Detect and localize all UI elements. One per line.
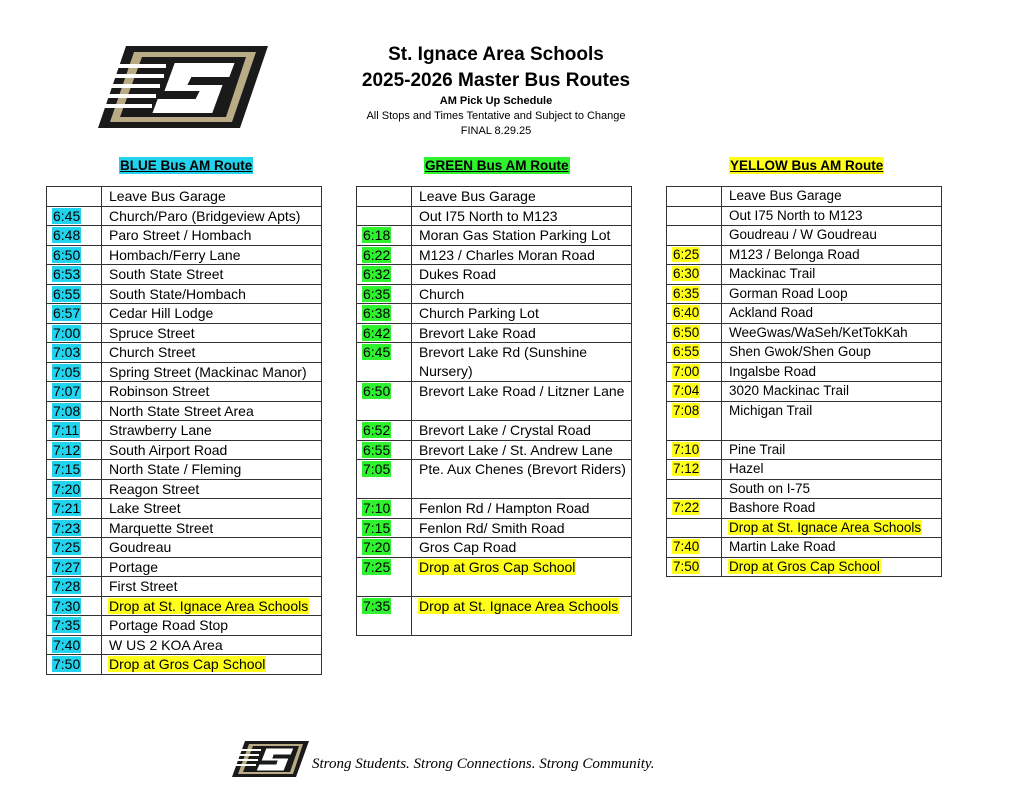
stop-time (667, 206, 722, 226)
route-stop-row (667, 382, 942, 402)
route-stop-row (47, 187, 322, 207)
stop-location-value: Drop at St. Ignace Area Schools (109, 597, 309, 614)
stop-location: W US 2 KOA Area (102, 635, 322, 655)
stop-time (667, 343, 722, 363)
stop-time (47, 421, 102, 441)
stop-time (47, 284, 102, 304)
stop-time (667, 304, 722, 324)
stop-location: M123 / Belonga Road (722, 245, 942, 265)
stop-location: Reagon Street (102, 479, 322, 499)
stop-time-value: 7:20 (53, 480, 81, 497)
stop-location: Brevort Lake Rd (Sunshine Nursery) (412, 343, 632, 382)
footer-s-logo (231, 740, 309, 778)
stop-time-value: 7:12 (673, 461, 700, 476)
stop-time-value: 6:53 (53, 266, 81, 282)
stop-location: Hazel (722, 460, 942, 480)
stop-location: Hombach/Ferry Lane (102, 245, 322, 265)
route-stop-row (667, 499, 942, 519)
stop-location (412, 596, 632, 635)
stop-time-value: 7:05 (53, 363, 81, 380)
route-stop-row (667, 206, 942, 226)
stop-location: Ackland Road (722, 304, 942, 324)
stop-time (47, 265, 102, 285)
route-stop-row (47, 440, 322, 460)
stop-time-value: 7:27 (53, 558, 81, 575)
route-stop-row (47, 206, 322, 226)
stop-time (357, 499, 412, 519)
stop-time (47, 304, 102, 324)
stop-location: Pine Trail (722, 440, 942, 460)
route-stop-row (357, 596, 632, 635)
green-route-table (356, 186, 632, 636)
stop-time-value: 7:50 (673, 558, 700, 574)
stop-location: South State/Hombach (102, 284, 322, 304)
document-title: 2025-2026 Master Bus Routes (361, 70, 631, 91)
stop-location: Leave Bus Garage (722, 187, 942, 207)
route-stop-row (667, 518, 942, 538)
stop-time (357, 460, 412, 499)
stop-location-value: Drop at Gros Cap School (419, 558, 576, 575)
stop-time-value: 7:40 (53, 636, 81, 653)
stop-time-value: 6:38 (363, 305, 391, 321)
stop-location (102, 596, 322, 616)
stop-time (357, 382, 412, 421)
green-route-title: GREEN Bus AM Route (425, 158, 569, 173)
stop-location: South Airport Road (102, 440, 322, 460)
stop-location (722, 518, 942, 538)
stop-time (357, 343, 412, 382)
stop-time (357, 596, 412, 635)
stop-time (667, 557, 722, 577)
stop-time-value: 7:23 (53, 519, 81, 536)
stop-time-value: 6:55 (363, 441, 391, 458)
route-stop-row (47, 460, 322, 480)
route-stop-row (357, 499, 632, 519)
route-stop-row (47, 226, 322, 246)
stop-time (357, 518, 412, 538)
stop-location: Brevort Lake Road (412, 323, 632, 343)
stop-time-value: 6:45 (363, 344, 391, 360)
route-stop-row (357, 284, 632, 304)
stop-location: Brevort Lake / Crystal Road (412, 421, 632, 441)
stop-time-value: 7:22 (673, 500, 700, 515)
stop-time-value: 6:48 (53, 227, 81, 243)
stop-location: Church/Paro (Bridgeview Apts) (102, 206, 322, 226)
stop-time (47, 577, 102, 597)
stop-time (667, 518, 722, 538)
stop-time-value: 7:10 (363, 500, 391, 516)
route-stop-row (357, 323, 632, 343)
stop-location-value: Drop at Gros Cap School (109, 656, 266, 672)
stop-location: Robinson Street (102, 382, 322, 402)
stop-time-value: 6:50 (673, 324, 700, 340)
stop-time (47, 362, 102, 382)
stop-time (667, 479, 722, 499)
stop-time (357, 284, 412, 304)
stop-location: M123 / Charles Moran Road (412, 245, 632, 265)
route-stop-row (357, 265, 632, 285)
stop-location: Fenlon Rd/ Smith Road (412, 518, 632, 538)
stop-time-value: 7:30 (53, 597, 81, 614)
stop-time-value: 6:50 (53, 246, 81, 263)
stop-time (357, 538, 412, 558)
stop-time-value: 6:32 (363, 266, 391, 282)
stop-time-value: 7:12 (53, 441, 81, 458)
stop-time (47, 518, 102, 538)
stop-location: Mackinac Trail (722, 265, 942, 285)
stop-time-value: 7:50 (53, 656, 81, 672)
stop-time (357, 265, 412, 285)
yellow-route-table (666, 186, 942, 577)
stop-time-value: 7:25 (53, 539, 81, 555)
route-stop-row (47, 577, 322, 597)
stop-location: Church Parking Lot (412, 304, 632, 324)
stop-time-value: 6:50 (363, 383, 391, 399)
stop-location: Pte. Aux Chenes (Brevort Riders) (412, 460, 632, 499)
route-stop-row (357, 245, 632, 265)
school-name: St. Ignace Area Schools (388, 44, 604, 65)
route-stop-row (667, 557, 942, 577)
stop-time (47, 557, 102, 577)
stop-location (102, 655, 322, 675)
stop-time (47, 538, 102, 558)
stop-location: Martin Lake Road (722, 538, 942, 558)
stop-location: South on I-75 (722, 479, 942, 499)
stop-time (667, 538, 722, 558)
route-stop-row (357, 304, 632, 324)
stop-location: Marquette Street (102, 518, 322, 538)
route-stop-row (47, 323, 322, 343)
stop-time-value: 7:04 (673, 383, 700, 398)
route-stop-row (47, 284, 322, 304)
stop-location: Leave Bus Garage (412, 187, 632, 207)
route-stop-row (47, 304, 322, 324)
stop-time-value: 7:21 (53, 500, 81, 516)
stop-location: Leave Bus Garage (102, 187, 322, 207)
stop-time (47, 440, 102, 460)
stop-time (357, 421, 412, 441)
route-stop-row (667, 460, 942, 480)
stop-location: Cedar Hill Lodge (102, 304, 322, 324)
stop-time (47, 479, 102, 499)
route-stop-row (357, 382, 632, 421)
route-stop-row (357, 421, 632, 441)
stop-location: Moran Gas Station Parking Lot (412, 226, 632, 246)
stop-time-value: 6:25 (673, 246, 700, 262)
disclaimer-note: All Stops and Times Tentative and Subject to Change (366, 110, 626, 122)
stop-location: Portage (102, 557, 322, 577)
route-stop-row (667, 265, 942, 285)
stop-time (47, 616, 102, 636)
stop-location: Goudreau (102, 538, 322, 558)
route-stop-row (667, 362, 942, 382)
route-stop-row (47, 557, 322, 577)
blue-route-table (46, 186, 322, 675)
stop-location: 3020 Mackinac Trail (722, 382, 942, 402)
stop-time (667, 460, 722, 480)
route-stop-row (667, 401, 942, 440)
stop-time-value: 6:57 (53, 305, 81, 321)
stop-time-value: 6:42 (363, 324, 391, 341)
stop-time (667, 284, 722, 304)
stop-time (47, 499, 102, 519)
stop-time (47, 343, 102, 363)
stop-location: South State Street (102, 265, 322, 285)
route-stop-row (357, 206, 632, 226)
stop-location (412, 557, 632, 596)
stop-time-value: 7:15 (53, 461, 81, 477)
stop-location: Church (412, 284, 632, 304)
stop-time-value: 7:35 (53, 617, 81, 633)
stop-time (47, 323, 102, 343)
version-label: FINAL 8.29.25 (460, 125, 532, 137)
stop-time (667, 382, 722, 402)
route-stop-row (667, 304, 942, 324)
blue-route-title: BLUE Bus AM Route (120, 158, 253, 173)
stop-time (357, 187, 412, 207)
stop-time-value: 6:18 (363, 227, 391, 243)
route-stop-row (47, 616, 322, 636)
stop-time-value: 7:07 (53, 383, 81, 399)
stop-location: Strawberry Lane (102, 421, 322, 441)
stop-time (47, 206, 102, 226)
stop-time-value: 7:00 (53, 324, 81, 341)
route-stop-row (47, 362, 322, 382)
stop-time-value: 7:40 (673, 539, 700, 554)
stop-time (47, 460, 102, 480)
stop-location: Spruce Street (102, 323, 322, 343)
stop-location: First Street (102, 577, 322, 597)
stop-time (357, 245, 412, 265)
stop-time-value: 7:03 (53, 344, 81, 360)
stop-time-value: 6:22 (363, 246, 391, 263)
stop-location: Church Street (102, 343, 322, 363)
stop-location: Michigan Trail (722, 401, 942, 440)
stop-time (47, 187, 102, 207)
route-stop-row (47, 635, 322, 655)
route-stop-row (667, 538, 942, 558)
stop-time (667, 362, 722, 382)
stop-time (667, 265, 722, 285)
stop-time (47, 401, 102, 421)
stop-time-value: 6:55 (673, 344, 700, 359)
stop-location: Spring Street (Mackinac Manor) (102, 362, 322, 382)
stop-time-value: 7:05 (363, 461, 391, 477)
route-stop-row (667, 245, 942, 265)
stop-location: Paro Street / Hombach (102, 226, 322, 246)
stop-location: Shen Gwok/Shen Goup (722, 343, 942, 363)
route-stop-row (47, 479, 322, 499)
route-stop-row (47, 655, 322, 675)
stop-time-value: 7:25 (363, 558, 391, 575)
stop-time (357, 304, 412, 324)
stop-time (357, 323, 412, 343)
yellow-route-title: YELLOW Bus AM Route (730, 158, 884, 173)
footer-motto: Strong Students. Strong Connections. Strong Community. (312, 756, 655, 772)
route-stop-row (47, 382, 322, 402)
route-stop-row (357, 518, 632, 538)
stop-time-value: 6:55 (53, 285, 81, 302)
stop-time (667, 499, 722, 519)
school-s-logo (96, 44, 268, 128)
route-stop-row (47, 499, 322, 519)
stop-time-value: 7:11 (53, 422, 80, 438)
route-stop-row (667, 187, 942, 207)
stop-location: Brevort Lake / St. Andrew Lane (412, 440, 632, 460)
route-stop-row (667, 440, 942, 460)
route-stop-row (667, 284, 942, 304)
stop-time (47, 245, 102, 265)
route-stop-row (357, 187, 632, 207)
route-stop-row (47, 538, 322, 558)
stop-location: Goudreau / W Goudreau (722, 226, 942, 246)
schedule-subtitle: AM Pick Up Schedule (439, 95, 553, 107)
stop-location (722, 557, 942, 577)
route-stop-row (667, 479, 942, 499)
stop-time-value: 6:35 (673, 285, 700, 301)
stop-time (667, 440, 722, 460)
stop-location: Portage Road Stop (102, 616, 322, 636)
stop-time (47, 596, 102, 616)
stop-time (357, 557, 412, 596)
route-stop-row (357, 460, 632, 499)
stop-time (47, 226, 102, 246)
stop-time (47, 655, 102, 675)
stop-location: Fenlon Rd / Hampton Road (412, 499, 632, 519)
route-stop-row (47, 343, 322, 363)
stop-location: North State Street Area (102, 401, 322, 421)
stop-location: Bashore Road (722, 499, 942, 519)
route-stop-row (47, 245, 322, 265)
stop-location: Brevort Lake Road / Litzner Lane (412, 382, 632, 421)
stop-time (667, 226, 722, 246)
route-stop-row (47, 518, 322, 538)
stop-time (667, 187, 722, 207)
route-stop-row (357, 440, 632, 460)
stop-location: Out I75 North to M123 (722, 206, 942, 226)
stop-time-value: 7:20 (363, 539, 391, 555)
stop-time-value: 7:08 (673, 402, 700, 418)
stop-time-value: 7:10 (673, 441, 700, 457)
stop-location-value: Drop at St. Ignace Area Schools (419, 597, 619, 614)
stop-location: Dukes Road (412, 265, 632, 285)
route-stop-row (357, 557, 632, 596)
stop-time-value: 7:35 (363, 597, 391, 614)
stop-location: Gros Cap Road (412, 538, 632, 558)
route-stop-row (47, 265, 322, 285)
stop-time (357, 440, 412, 460)
route-stop-row (47, 421, 322, 441)
stop-time (47, 382, 102, 402)
stop-time-value: 6:35 (363, 285, 391, 302)
stop-location-value: Drop at Gros Cap School (729, 558, 880, 574)
route-stop-row (47, 401, 322, 421)
document-header (296, 42, 696, 139)
route-stop-row (47, 596, 322, 616)
stop-time (357, 206, 412, 226)
route-stop-row (357, 226, 632, 246)
stop-time-value: 6:40 (673, 305, 700, 320)
stop-location: WeeGwas/WaSeh/KetTokKah (722, 323, 942, 343)
stop-time (667, 245, 722, 265)
route-stop-row (357, 538, 632, 558)
stop-time (667, 401, 722, 440)
stop-time (357, 226, 412, 246)
route-stop-row (667, 343, 942, 363)
route-stop-row (357, 343, 632, 382)
stop-time (47, 635, 102, 655)
stop-location: Lake Street (102, 499, 322, 519)
stop-location: Gorman Road Loop (722, 284, 942, 304)
route-stop-row (667, 323, 942, 343)
stop-time-value: 7:28 (53, 578, 81, 594)
stop-location: Ingalsbe Road (722, 362, 942, 382)
stop-time (667, 323, 722, 343)
stop-time-value: 6:45 (53, 207, 81, 224)
stop-time-value: 7:08 (53, 402, 81, 419)
stop-time-value: 7:15 (363, 519, 391, 536)
stop-time-value: 6:30 (673, 266, 700, 281)
stop-location-value: Drop at St. Ignace Area Schools (729, 519, 922, 535)
stop-time-value: 7:00 (673, 363, 700, 379)
stop-location: Out I75 North to M123 (412, 206, 632, 226)
stop-time-value: 6:52 (363, 422, 391, 438)
route-stop-row (667, 226, 942, 246)
stop-location: North State / Fleming (102, 460, 322, 480)
